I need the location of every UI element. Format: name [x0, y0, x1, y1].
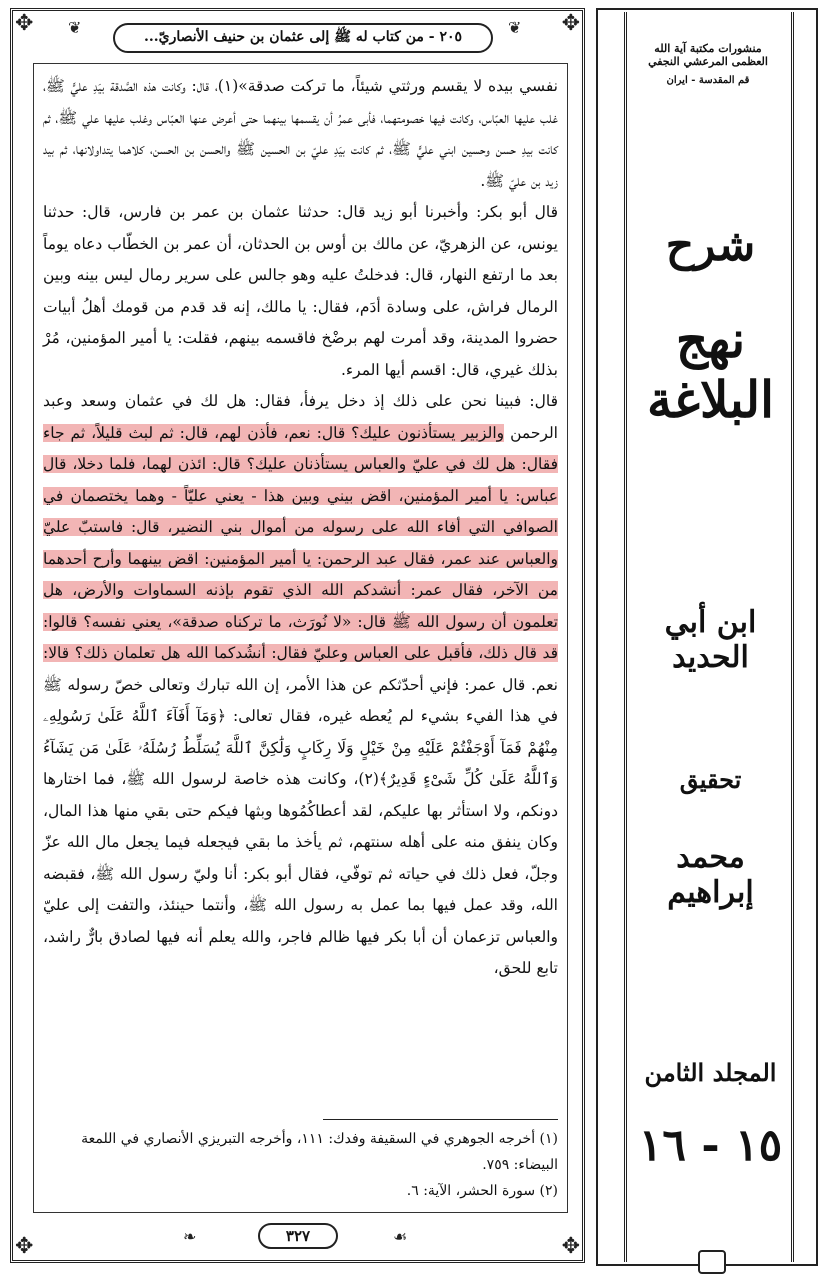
cover-volume-label: المجلد الثامن — [644, 1058, 777, 1087]
publisher-location: قم المقدسة - ايران — [666, 75, 750, 86]
footnotes — [43, 1126, 558, 1204]
footnote: (١) أخرجه الجوهري في السقيفة وفدك: ١١١، وأخرجه التبريزي الأنصاري في اللمعة البيضاء: ٧٥٩. — [81, 1131, 558, 1173]
corner-ornament-icon: ✥ — [561, 11, 580, 36]
page-number: ٣٢٧ — [258, 1223, 338, 1249]
paragraph — [43, 386, 558, 985]
flourish-icon: ❦ — [508, 18, 522, 37]
running-header: ٢٠٥ - من كتاب له ﷺ إلى عثمان بن حنيف الأنصاريّ... — [113, 23, 493, 53]
highlighted-passage: والزبير يستأذنون عليك؟ قال: نعم، فأذن لهم، قال: ثم لبث قليلاً، ثم جاء فقال: هل لك في عليّ والعباس يستأذنان عليك؟ قال: ائذن لهما، فلما دخلا، قال عباس: يا أمير المؤمنين، اقض بيني وبين هذا - يعني عليّاً - وهما يختصمان في الصوافي التي أفاء الله على رسوله من أموال بني النضير، قال: فاستبّ عليّ والعباس عند عمر، فقال عبد الرحمن: يا أمير المؤمنين: اقض بينهما وأرح أحدهما من الآخر، فقال عمر: أنشدكم الله الذي تقوم بإذنه السماوات والأرض، هل تعلمون أن رسول الله ﷺ قال: «لا نُورَث، ما تركناه صدقة»، يعني نفسه؟ قالوا: قد قال ذلك، فأقبل على العباس وعليّ فقال: أنشُدكما الله هل تعلمان ذلك؟ قالا: — [43, 423, 558, 662]
flourish-icon: ❧ — [183, 1227, 197, 1246]
flourish-icon: ❦ — [68, 18, 82, 37]
flourish-icon: ☙ — [393, 1227, 408, 1246]
corner-ornament-icon: ✥ — [561, 1234, 580, 1259]
cover-author: ابن أبي الحديد — [664, 605, 757, 675]
text-page — [10, 8, 585, 1263]
corner-ornament-icon: ✥ — [15, 1234, 34, 1259]
cover-volume-parts: ١٥ - ١٦ — [638, 1120, 783, 1171]
main-text — [43, 71, 558, 985]
corner-ornament-icon: ✥ — [15, 11, 34, 36]
cover-title-top: شرح — [665, 220, 756, 271]
cover-title-main: نهج البلاغة — [646, 310, 774, 429]
binding-tab — [698, 1250, 726, 1274]
paragraph: نفسي بيده لا يقسم ورثتي شيئاً، ما تركت صدقة»(١)، قال: وكانت هذه الصَّدقة بيَدِ عليٍّ ﷺ، غلب عليها العبّاس، وكانت فيها خصومتهما، فأبى عمرُ أن يقسمها بينهما حتى أعرض عنها العبّاس وغلب عليها علي ﷺ، ثم كانت بيدِ حسن وحسين ابني عليٍّ ﷺ، ثم كانت بيَدِ عليّ بن الحسين ﷺ والحسن بن الحسن، كلاهما يتداولانها، ثم بيد زيد بن عليّ ﷺ. — [43, 77, 558, 190]
publisher-name: منشورات مكتبة آية الله العظمى المرعشي النجفي — [648, 42, 768, 68]
paragraph-intro: قال: فبينا نحن على ذلك إذ دخل يرفأ، فقال: هل لك في عثمان وسعد وعبد الرحمن — [43, 392, 558, 442]
cover-tahqiq: تحقيق — [679, 765, 742, 794]
publisher-logo — [648, 22, 768, 107]
cover-editor: محمد إبراهيم — [667, 840, 754, 910]
paragraph-continuation: نعم. قال عمر: فإني أحدّثكم عن هذا الأمر، إن الله تبارك وتعالى خصّ رسوله ﷺ في هذا الفيء بشيء لم يُعطه غيره، فقال تعالى: ﴿وَمَآ أَفَآءَ ٱللَّهُ عَلَىٰ رَسُولِهِۦ مِنْهُمْ فَمَآ أَوْجَفْتُمْ عَلَيْهِ مِنْ خَيْلٍ وَلَا رِكَابٍ وَلَٰكِنَّ ٱللَّهَ يُسَلِّطُ رُسُلَهُۥ عَلَىٰ مَن يَشَآءُ وَٱللَّهُ عَلَىٰ كُلِّ شَىْءٍ قَدِيرٌ﴾(٢)، وكانت هذه خاصة لرسول الله ﷺ، فما اختارها دونكم، ولا استأثر بها عليكم، لقد أعطاكُمُوها وبثها فيكم حتى بقي منها هذا المال، وكان ينفق منه على أهله سنتهم، ثم يأخذ ما بقي فيجعله فيما يجعل مال الله عزّ وجلّ، فعل ذلك في حياته ثم توفّي، فقال أبو بكر: أنا وليّ رسول الله ﷺ، فقبضه الله، وقد عمل فيها بما عمل به رسول الله ﷺ، وأنتما حينئذ، والتفت إلى عليّ والعباس تزعمان أن أبا بكر فيها ظالم فاجر، والله يعلم أنه فيها لصادق بارٌّ راشد، تابع للحق، — [43, 675, 558, 977]
book-cover — [596, 8, 818, 1266]
paragraph: قال أبو بكر: وأخبرنا أبو زيد قال: حدثنا عثمان بن عمر بن فارس، قال: حدثنا يونس، عن الزهريّ، عن مالك بن أوس بن الحدثان، أن عمر بن الخطّاب دعاه يوماً بعد ما ارتفع النهار، قال: فدخلتُ عليه وهو جالس على سرير رمال ليس بينه وبين الرمال فراش، على وسادة أدَم، فقال: يا مالك، إنه قد قدم من قومك أهلُ أبيات حضروا المدينة، وقد أمرت لهم برضْخ فاقسمه بينهم، فقلت: يا أمير المؤمنين، مُرْ بذلك غيري، قال: اقسم أيها المرء. — [43, 203, 558, 379]
footnote: (٢) سورة الحشر، الآية: ٦. — [406, 1183, 558, 1199]
footnote-divider — [323, 1119, 558, 1120]
